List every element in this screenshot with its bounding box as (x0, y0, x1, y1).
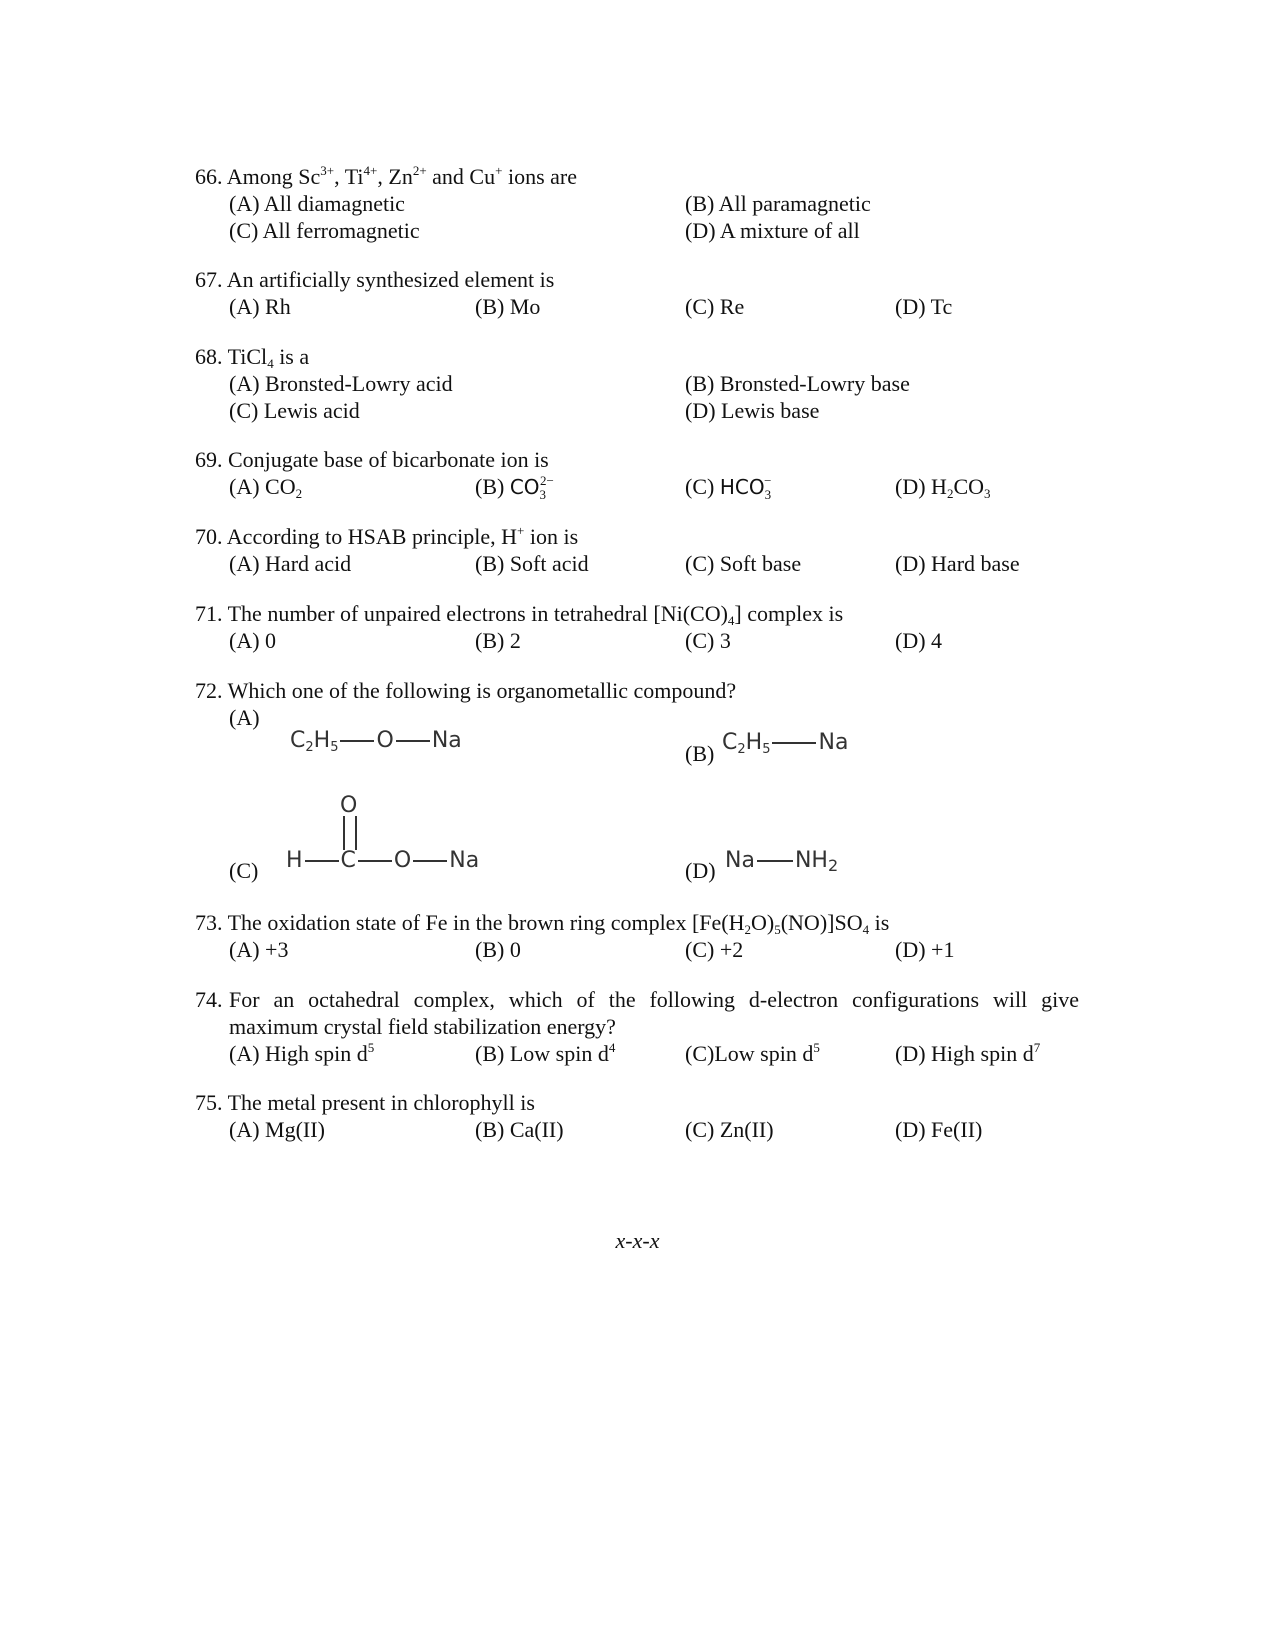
end-marker: x-x-x (615, 1228, 660, 1253)
stem-text: Which one of the following is organometallic compound? (227, 678, 737, 703)
subscript: 2 (744, 922, 751, 937)
question-number: 74. (195, 987, 223, 1012)
option-d: (D) 4 (895, 628, 943, 653)
question-number: 68. (195, 344, 223, 369)
question-stem (195, 163, 1095, 190)
charge: + (517, 523, 525, 538)
question-number: 70. (195, 524, 223, 549)
superscript: 5 (813, 1040, 820, 1055)
superscript: 7 (1033, 1040, 1041, 1055)
question-75 (195, 1089, 1095, 1143)
option-a (229, 1040, 374, 1067)
atom-label: H (745, 730, 763, 755)
option-text: (A) CO (229, 474, 296, 499)
question-67 (195, 266, 1095, 320)
superscript: 5 (367, 1040, 375, 1055)
option-text: (C) (685, 474, 720, 499)
stem-text: An artificially synthesized element is (226, 267, 555, 292)
stem-text: ] complex is (734, 601, 844, 626)
option-a: (A) Rh (229, 294, 291, 319)
option-a: (A) Mg(II) (229, 1117, 325, 1142)
option-d: (D) +1 (895, 937, 955, 962)
subscript: 2 (737, 742, 746, 757)
option-b: (B) Ca(II) (475, 1117, 564, 1142)
question-stem (195, 523, 1095, 550)
option-c (685, 473, 771, 501)
question-stem (195, 600, 1095, 627)
option-c: (C) Zn(II) (685, 1117, 774, 1142)
option-text: (D) High spin d (895, 1041, 1034, 1066)
subscript: 3 (764, 487, 772, 502)
structure-sodium-amide (725, 848, 838, 873)
stem-text: O) (751, 910, 775, 935)
stem-text: Among Sc (226, 164, 321, 189)
charge: − (764, 473, 772, 488)
question-stem (195, 343, 1095, 370)
stem-text: For an octahedral complex, which of the following d-electron configurations will give (229, 987, 1079, 1012)
question-stem (195, 446, 1095, 473)
question-number: 72. (195, 678, 223, 703)
atom-label: C (340, 848, 356, 873)
option-text: (B) Low spin d (475, 1041, 609, 1066)
atom-label: O (393, 848, 412, 873)
option-b (475, 473, 554, 501)
option-c: (C) +2 (685, 937, 744, 962)
option-c (685, 1040, 820, 1067)
option-a: (A) (229, 705, 260, 730)
option-a: (A) 0 (229, 628, 277, 653)
option-text: CO (953, 474, 984, 499)
option-text: (D) H (895, 474, 947, 499)
stem-text: maximum crystal field stabilization energy? (229, 1014, 616, 1039)
subscript: 3 (539, 487, 547, 502)
carbonyl-oxygen (340, 793, 357, 818)
formula: CO (509, 475, 540, 499)
option-d: (D) Hard base (895, 551, 1020, 576)
option-d (895, 1040, 1040, 1067)
atom-label: Na (725, 848, 755, 873)
option-text: (A) High spin d (229, 1041, 368, 1066)
question-stem (195, 1089, 1095, 1116)
question-72-option-b-row (195, 740, 1095, 767)
atom-label: O (376, 728, 394, 753)
question-68 (195, 343, 1095, 424)
charge: 2− (540, 473, 554, 488)
question-stem (195, 677, 1095, 704)
option-a: (A) All diamagnetic (229, 191, 405, 216)
question-number: 66. (195, 164, 223, 189)
charge: 2+ (412, 163, 427, 178)
subscript: 4 (727, 613, 735, 628)
option-c: (C) Soft base (685, 551, 802, 576)
charge: 3+ (320, 163, 335, 178)
atom-label: O (340, 793, 358, 818)
stem-text: ion is (524, 524, 579, 549)
option-b: (B) Bronsted-Lowry base (685, 371, 910, 396)
option-d: (D) A mixture of all (685, 218, 860, 243)
stem-text: is (869, 910, 890, 935)
subscript: 5 (762, 742, 771, 757)
question-71 (195, 600, 1095, 654)
question-69 (195, 446, 1095, 500)
option-d: (D) (685, 858, 716, 883)
question-72 (195, 677, 1095, 731)
stem-text: is a (273, 344, 310, 369)
option-b: (B) All paramagnetic (685, 191, 871, 216)
question-number: 67. (195, 267, 223, 292)
atom-label: C (290, 728, 306, 753)
option-a: (A) Hard acid (229, 551, 352, 576)
stem-text: and Cu (426, 164, 496, 189)
atom-label: H (313, 728, 331, 753)
subscript: 3 (984, 486, 991, 501)
option-b: (B) Mo (475, 294, 541, 319)
atom-label: H (286, 848, 303, 873)
option-text: (C)Low spin d (685, 1041, 814, 1066)
question-72-option-cd-row (195, 857, 1095, 884)
atom-label: Na (449, 848, 480, 873)
formula: HCO (719, 475, 765, 499)
stem-text: The oxidation state of Fe in the brown ring complex [Fe(H (227, 910, 745, 935)
stem-text: , Zn (377, 164, 413, 189)
option-c: (C) 3 (685, 628, 731, 653)
question-number: 75. (195, 1090, 223, 1115)
question-66 (195, 163, 1095, 244)
option-c: (C) All ferromagnetic (229, 218, 420, 243)
atom-label: Na (818, 730, 849, 755)
subscript: 2 (827, 856, 839, 875)
subscript: 2 (946, 486, 954, 501)
option-d (895, 473, 991, 500)
option-a: (A) Bronsted-Lowry acid (229, 371, 453, 396)
option-c: (C) Lewis acid (229, 398, 360, 423)
option-d: (D) Lewis base (685, 398, 820, 423)
stem-text: , Ti (334, 164, 364, 189)
subscript: 2 (295, 486, 303, 501)
option-c: (C) (229, 858, 259, 883)
stem-text: TiCl (227, 344, 268, 369)
stem-text: Conjugate base of bicarbonate ion is (228, 447, 549, 472)
question-70 (195, 523, 1095, 577)
option-b: (B) 0 (475, 937, 521, 962)
question-number: 71. (195, 601, 223, 626)
subscript: 4 (267, 356, 274, 371)
option-a (229, 473, 302, 500)
option-c: (C) Re (685, 294, 745, 319)
option-b: (B) (685, 741, 715, 766)
atom-label: NH (794, 848, 828, 873)
stem-text: The number of unpaired electrons in tetrahedral [Ni(CO) (227, 601, 728, 626)
stem-text: According to HSAB principle, H (226, 524, 518, 549)
question-number: 69. (195, 447, 223, 472)
atom-label: Na (431, 728, 462, 753)
superscript: 4 (608, 1040, 616, 1055)
option-b (475, 1040, 615, 1067)
charge: + (495, 163, 503, 178)
question-74 (195, 986, 1079, 1067)
question-stem (195, 266, 1095, 293)
option-d: (D) Fe(II) (895, 1117, 983, 1142)
stem-text: (NO)]SO (780, 910, 863, 935)
atom-label: C (722, 730, 738, 755)
question-number: 73. (195, 910, 223, 935)
stem-text: The metal present in chlorophyll is (227, 1090, 535, 1115)
stem-line-1 (195, 986, 1079, 1013)
option-d: (D) Tc (895, 294, 953, 319)
question-73 (195, 909, 1095, 963)
option-b: (B) 2 (475, 628, 521, 653)
structure-c2h5-na (722, 730, 848, 755)
single-bond (772, 742, 816, 744)
subscript: 4 (862, 922, 870, 937)
subscript: 2 (305, 740, 314, 755)
single-bond (757, 860, 793, 862)
double-bond (343, 816, 357, 850)
question-stem (195, 909, 1095, 936)
option-a: (A) +3 (229, 937, 289, 962)
option-text: (B) (475, 474, 510, 499)
subscript: 5 (330, 740, 339, 755)
stem-text: ions are (502, 164, 577, 189)
charge: 4+ (363, 163, 378, 178)
question-stem (195, 986, 1079, 1040)
option-b: (B) Soft acid (475, 551, 589, 576)
subscript: 5 (774, 922, 781, 937)
